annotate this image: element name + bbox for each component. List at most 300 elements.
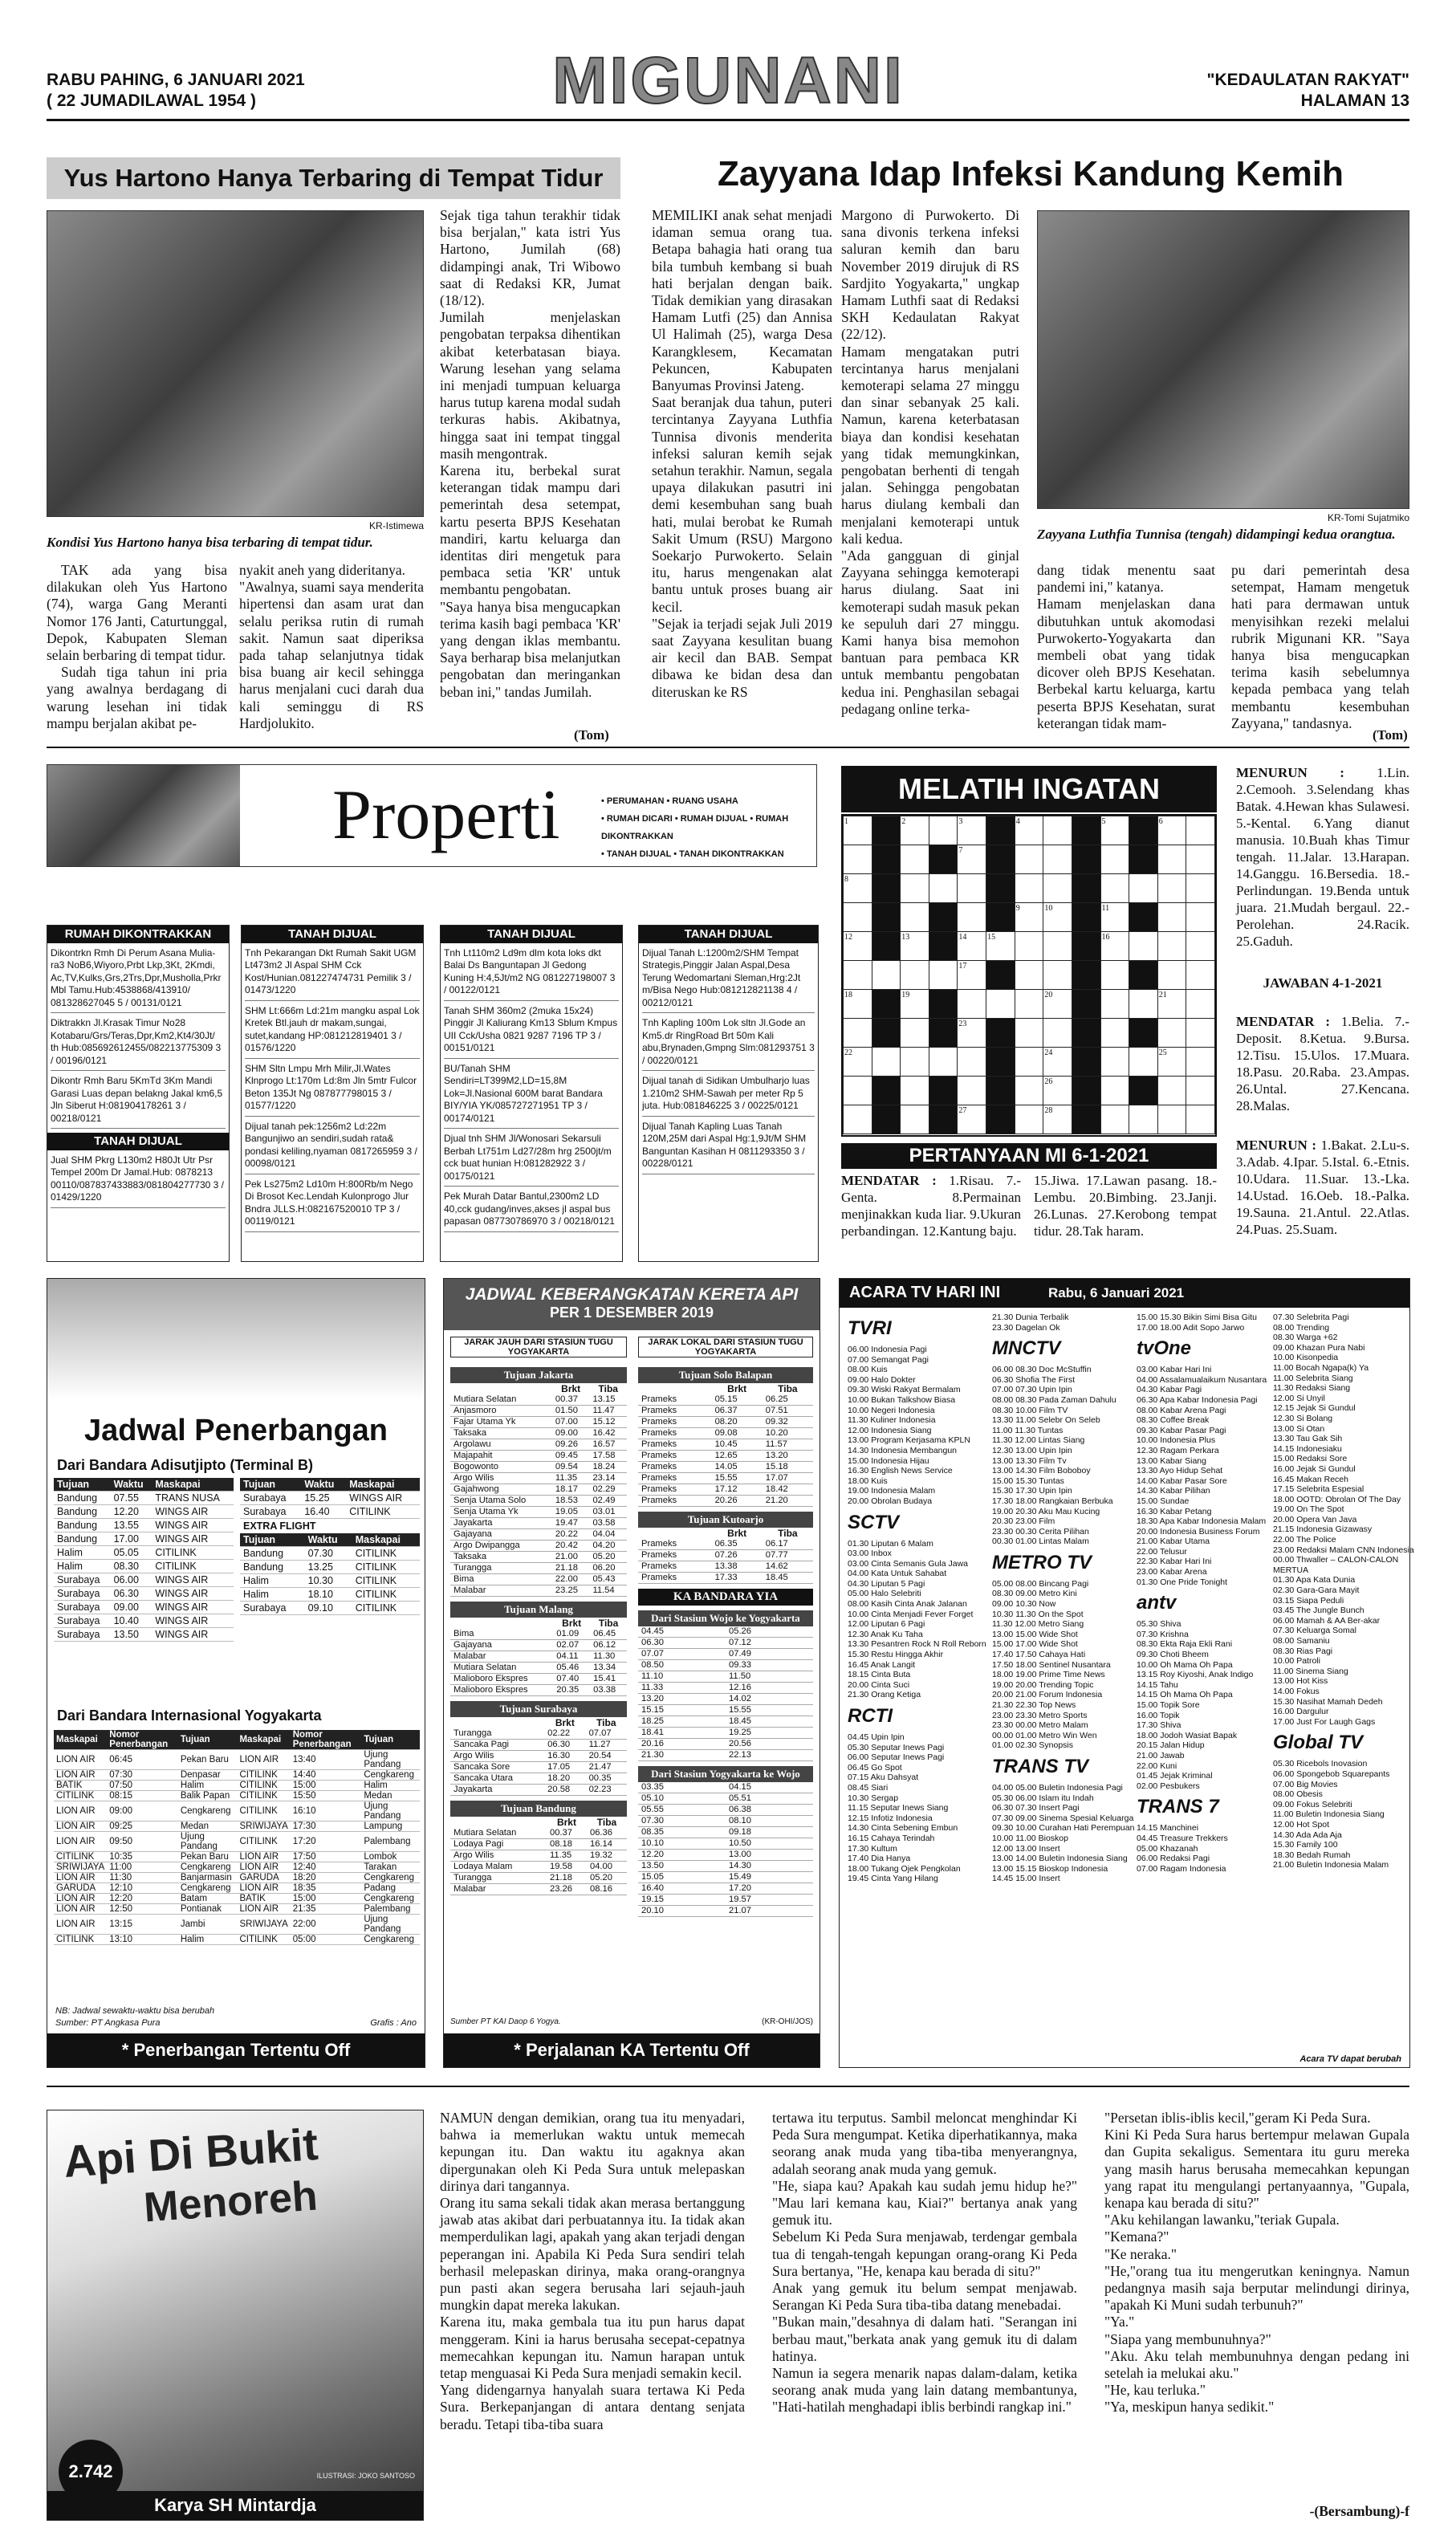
crossword-cell[interactable] (872, 990, 901, 1019)
table-cell: Surabaya (54, 1573, 111, 1587)
table-cell: Prameks (638, 1394, 712, 1406)
table-cell: Surabaya (54, 1601, 111, 1614)
crossword-cell[interactable] (844, 903, 872, 932)
crossword-cell[interactable] (958, 1048, 986, 1077)
table-cell: 05.46 (553, 1663, 590, 1674)
crossword-cell[interactable] (1100, 961, 1129, 990)
masthead-motto: "KEDAULATAN RAKYAT" (1206, 71, 1409, 89)
crossword-cell[interactable] (986, 845, 1015, 874)
table-row (54, 1935, 420, 1945)
classified-col1 (47, 925, 230, 1262)
table-cell: 13.34 (590, 1663, 627, 1674)
table-header: Tiba (596, 1717, 616, 1728)
crossword-cell[interactable]: 22 (844, 1048, 872, 1077)
crossword-cell[interactable]: 14 (958, 932, 986, 961)
table-row (450, 1629, 627, 1640)
table-header: Brkt (727, 1383, 747, 1394)
classified-ad: Dikontr Rmh Baru 5KmTd 3Km Mandi Garasi Luas depan belakng Jakal km6,5 Jln Siberut H:081904178261 3 / 00218/0121 (51, 1075, 226, 1129)
cerbung-col1: NAMUN dengan demikian, orang tua itu menyadari, bahwa ia memerlukan waktu untuk memecah kepungan itu. Dan waktu itu agaknya akan dipergunakan oleh Ki Peda Sura untuk melepaskan dirinya dari tangannya. Orang itu sama sekali tidak akan merasa bertanggung jawab atas akibat dari perbuatannya itu. Ia tidak akan memperdulikan lagi, apakah yang akan terjadi dengan peperangan ini. Apabila Ki Peda Sura sendiri telah berhasil melepaskan dirinya, maka orang-orangnya pun pasti akan segera berusaha lari sejauh-jauh mungkin dapat mereka lakukan. Karena itu, maka gembala tua itu pun harus dapat menggeram. Kini ia harus berusaha secepat-cepatnya memecahkan kepungan itu. Namun harapan untuk tetap menguasai Ki Peda Sura menjadi semakin kecil. Yang didengarnya hanyalah suara tertawa Ki Peda Sura. Berkepanjangan di antara dentang senjata beradu. Tetapi tiba-tiba suara (440, 2110, 745, 2432)
tv-schedule-list: 03.00 Kabar Hari Ini 04.00 Assalamualaikum Nusantara 04.30 Kabar Pagi 06.30 Apa Kabar Indonesia Pagi 08.00 Kabar Arena Pagi 08.30 Coffee Break 09.30 Kabar Pasar Pagi 10.00 Indonesia Plus 12.30 Ragam Perkara 13.00 Kabar Siang 13.30 Ayo Hidup Sehat 14.00 Kabar Pasar Sore 14.30 Kabar Pilihan 15.00 Sundae 16.30 Kabar Petang 18.30 Apa Kabar Indonesia Malam 20.00 Indonesia Business Forum 21.00 Kabar Utama 22.00 Telusur 22.30 Kabar Hari Ini 23.00 Kabar Arena 01.30 One Pride Tonight (1137, 1365, 1267, 1587)
crossword-cell[interactable] (1129, 1105, 1158, 1134)
crossword-cell[interactable] (844, 1077, 872, 1105)
crossword-cell[interactable] (844, 1019, 872, 1048)
crossword-cell[interactable] (986, 1105, 1015, 1134)
table-cell: 03.01 (589, 1507, 627, 1518)
crossword-cell[interactable] (929, 1048, 958, 1077)
table-cell: Bandung (240, 1561, 305, 1574)
table-cell: 07.26 (712, 1550, 763, 1561)
crossword-cell[interactable] (1015, 874, 1043, 903)
table-cell: 12.20 (111, 1505, 153, 1519)
kai-route-header: Dari Stasiun Wojo ke Yogyakarta (638, 1610, 813, 1626)
table-cell: Jambi (178, 1915, 238, 1935)
crossword-cell[interactable] (1186, 1048, 1215, 1077)
table-cell: 05.26 (726, 1626, 813, 1638)
table-cell: 11.50 (726, 1671, 813, 1683)
table-cell: CITILINK (152, 1546, 234, 1560)
crossword-cell[interactable] (1129, 1019, 1158, 1048)
table-cell: 15.41 (590, 1674, 627, 1685)
crossword-cell[interactable] (1043, 932, 1072, 961)
crossword-cell[interactable] (1157, 845, 1186, 874)
table-row (450, 1529, 627, 1541)
properti-title: Properti (332, 776, 560, 854)
table-cell: 18.42 (763, 1484, 813, 1496)
crossword-cell[interactable] (1186, 990, 1215, 1019)
table-row (638, 1816, 813, 1827)
table-row (54, 1601, 234, 1614)
crossword-cell[interactable] (1186, 1105, 1215, 1134)
table-cell: LION AIR (54, 1801, 107, 1821)
crossword-cell[interactable] (986, 1019, 1015, 1048)
crossword-cell[interactable] (1100, 874, 1129, 903)
table-cell: Prameks (638, 1539, 712, 1550)
table-cell: 06.30 (544, 1740, 585, 1751)
crossword-cell[interactable]: 5 (1100, 816, 1129, 845)
crossword-cell[interactable] (958, 990, 986, 1019)
crossword-cell[interactable]: 17 (958, 961, 986, 990)
crossword-cell[interactable] (1072, 1077, 1101, 1105)
cerbung-col3: "Persetan iblis-iblis kecil,"geram Ki Peda Sura. Kini Ki Peda Sura harus bertempur melawan Gupala dan Gupita sekaligus. Sementara itu guru mereka yang masih harus berusaha memecahkan kepungan yang rapat itu mengulangi pertanyaannya, "Gupala, kenapa kau berada di situ?" "Aku kehilangan lawanku,"teriak Gupala. "Kemana?" "Ke neraka." "He,"orang tua itu mengerutkan keningnya. Namun pedangnya masih saja berputar melindungi dirinya, "apakah Ki Muni sudah terbunuh?" "Ya." "Siapa yang membunuhnya?" "Aku. Aku telah membunuhnya dengan pedang ini setelah ia melukai aku." "He, kau terluka." "Ya, meskipun hanya sedikit." (1104, 2110, 1409, 2416)
crossword-cell[interactable] (1186, 874, 1215, 903)
crossword-cell[interactable]: 24 (1043, 1048, 1072, 1077)
crossword-cell[interactable] (1072, 903, 1101, 932)
table-cell: Argo Wilis (450, 1751, 544, 1762)
table-cell: Bandung (240, 1547, 305, 1561)
crossword-cell[interactable] (1186, 1019, 1215, 1048)
table-cell: 19.05 (552, 1507, 590, 1518)
crossword-cell[interactable] (844, 845, 872, 874)
crossword-cell[interactable] (986, 903, 1015, 932)
table-row (450, 1552, 627, 1563)
crossword-cell[interactable]: 3 (958, 816, 986, 845)
crossword-cell[interactable] (1015, 845, 1043, 874)
crossword-cell[interactable]: 6 (1157, 816, 1186, 845)
table-cell: 21.18 (547, 1873, 587, 1884)
table-row (450, 1428, 627, 1439)
crossword-cell[interactable] (1072, 932, 1101, 961)
table-cell: 15:00 (291, 1894, 362, 1904)
table-cell: Prameks (638, 1496, 712, 1507)
crossword-cell[interactable] (1100, 1019, 1129, 1048)
crossword-cell[interactable] (1157, 1077, 1186, 1105)
crossword-cell[interactable] (1015, 1019, 1043, 1048)
table-cell: 04.11 (553, 1651, 590, 1663)
table-cell: Bandung (54, 1519, 111, 1532)
crossword-cell[interactable]: 11 (1100, 903, 1129, 932)
table-cell: 13.15 (589, 1394, 627, 1406)
section-rule (47, 747, 1409, 748)
classified-ad: Tanah SHM 360m2 (2muka 15x24) Pinggir Jl Kaliurang Km13 Sblum Kmpus UII Cck/Usha 0821 9287 7196 TP 3 / 00151/0121 (444, 1005, 619, 1059)
crossword-cell[interactable]: 26 (1043, 1077, 1072, 1105)
table-cell: 17:20 (291, 1832, 362, 1852)
table-row (450, 1439, 627, 1451)
classified-ad: BU/Tanah SHM Sendiri=LT399M2,LD=15,8M Lok=Jl.Nasional 600M barat Bandara BIY/YIA YK/085727271951 TP 3 / 00174/0121 (444, 1063, 619, 1130)
crossword-cell[interactable] (1072, 1105, 1101, 1134)
crossword-cell[interactable] (1043, 845, 1072, 874)
crossword-cell[interactable]: 25 (1157, 1048, 1186, 1077)
table-cell: 15.18 (763, 1462, 813, 1473)
crossword-cell[interactable] (958, 1077, 986, 1105)
crossword-cell[interactable] (1015, 1077, 1043, 1105)
table-cell: 16.40 (301, 1505, 346, 1519)
tv-schedule-list: 05.30 Ricebols Inovasion 06.00 Spongebob Squarepants 07.00 Big Movies 08.00 Obesis 09.00 Fokus Selebriti 11.00 Buletin Indonesia Siang 12.00 Hot Spot 14.30 Ada Ada Aja 15.30 Family 100 18.30 Bedah Rumah 21.00 Buletin Indonesia Malam (1273, 1759, 1390, 1870)
table-row (638, 1428, 813, 1439)
crossword-cell[interactable] (1186, 816, 1215, 845)
table-cell: 04.20 (589, 1541, 627, 1552)
table-cell: Cengkareng (361, 1873, 420, 1883)
table-cell: Argo Wilis (450, 1473, 552, 1484)
crossword-cell[interactable] (901, 845, 929, 874)
crossword-cell[interactable] (1015, 932, 1043, 961)
crossword-cell[interactable] (1129, 1048, 1158, 1077)
crossword-cell[interactable] (1072, 961, 1101, 990)
crossword-cell[interactable] (1100, 845, 1129, 874)
table-row (450, 1451, 627, 1462)
kai-route-header: Tujuan Malang (450, 1602, 627, 1618)
table-cell: 16:10 (291, 1801, 362, 1821)
crossword-cell[interactable]: 8 (844, 874, 872, 903)
table-cell: 15.12 (589, 1417, 627, 1428)
crossword-cell[interactable] (1186, 903, 1215, 932)
table-cell: 16.42 (589, 1428, 627, 1439)
crossword-cell[interactable] (844, 961, 872, 990)
crossword-cell[interactable] (872, 1105, 901, 1134)
crossword-cell[interactable] (1129, 990, 1158, 1019)
table-cell: Senja Utama Yk (450, 1507, 552, 1518)
crossword-cell[interactable] (986, 990, 1015, 1019)
tv-date: Rabu, 6 Januari 2021 (1048, 1285, 1185, 1300)
table-header: Tujuan (361, 1730, 420, 1750)
table-row (450, 1563, 627, 1574)
crossword-cell[interactable] (1157, 1019, 1186, 1048)
crossword-cell[interactable] (958, 874, 986, 903)
crossword-cell[interactable]: 9 (1015, 903, 1043, 932)
table-cell: LION AIR (237, 1883, 290, 1894)
table-cell: 10.50 (726, 1838, 813, 1850)
crossword-cell[interactable]: 20 (1043, 990, 1072, 1019)
table-cell: Halim (178, 1781, 238, 1791)
crossword-cell[interactable] (1072, 845, 1101, 874)
table-cell: Prameks (638, 1573, 712, 1584)
tv-channel-logo: TRANS TV (992, 1755, 1088, 1777)
crossword-cell[interactable] (1015, 1048, 1043, 1077)
crossword-cell[interactable] (1129, 932, 1158, 961)
crossword-cell[interactable] (929, 932, 958, 961)
crossword-cell[interactable] (1186, 845, 1215, 874)
table-cell: Batam (178, 1894, 238, 1904)
table-cell: Lodaya Malam (450, 1862, 547, 1873)
crossword-cell[interactable] (901, 1048, 929, 1077)
crossword-cell[interactable] (1157, 932, 1186, 961)
table-cell: Bima (450, 1629, 553, 1640)
crossword-cell[interactable] (929, 961, 958, 990)
crossword-cell[interactable]: 28 (1043, 1105, 1072, 1134)
table-cell: 00.35 (586, 1773, 627, 1785)
crossword-cell[interactable] (844, 1105, 872, 1134)
table-row (54, 1801, 420, 1821)
table-cell: Prameks (638, 1451, 712, 1462)
properti-banner (47, 764, 817, 867)
tv-header (840, 1279, 1409, 1308)
table-row (450, 1574, 627, 1585)
table-row (54, 1628, 234, 1642)
table-cell: 00.37 (552, 1394, 590, 1406)
masthead-date: RABU PAHING, 6 JANUARI 2021 (47, 71, 305, 89)
table-row (450, 1850, 627, 1862)
table-row (240, 1602, 420, 1615)
crossword-cell[interactable] (1129, 845, 1158, 874)
crossword-cell[interactable] (1186, 932, 1215, 961)
crossword-cell[interactable] (872, 903, 901, 932)
crossword-cell[interactable] (986, 961, 1015, 990)
crossword-cell[interactable] (901, 1077, 929, 1105)
table-cell: LION AIR (54, 1915, 107, 1935)
crossword-cell[interactable] (1157, 961, 1186, 990)
label: MENDATAR : (841, 1173, 937, 1188)
crossword-cell[interactable] (929, 816, 958, 845)
table-cell: Cengkareng (361, 1935, 420, 1945)
table-cell: 01.50 (552, 1406, 590, 1417)
tv-schedule-list: 05.30 Shiva 07.30 Krishna 08.30 Ekta Raja Ekli Rani 09.30 Choti Bheem 10.00 Oh Mama Oh Papa 13.15 Roy Kiyoshi, Anak Indigo 14.15 Tahu 14.15 Oh Mama Oh Papa 15.00 Topik Sore 16.00 Topik 17.30 Shiva 18.00 Jodoh Wasiat Bapak 20.15 Jalan Hidup 21.00 Jawab 22.00 Kuni 01.45 Jejak Kriminal 02.00 Pesbukers (1137, 1619, 1254, 1791)
crossword-cell[interactable] (1157, 874, 1186, 903)
crossword-cell[interactable] (1129, 816, 1158, 845)
crossword-cell[interactable] (1072, 990, 1101, 1019)
table-row (450, 1496, 627, 1507)
crossword-cell[interactable] (901, 961, 929, 990)
crossword-cell[interactable] (929, 874, 958, 903)
crossword-cell[interactable] (901, 903, 929, 932)
kai-credit: (KR-OHI/JOS) (762, 2017, 813, 2026)
table-cell: Malabar (450, 1585, 552, 1597)
crossword-cell[interactable] (929, 1019, 958, 1048)
crossword-cell[interactable]: 19 (901, 990, 929, 1019)
tv-channel-logo: SCTV (848, 1511, 900, 1533)
crossword-cell[interactable] (1015, 990, 1043, 1019)
table-row (638, 1906, 813, 1917)
crossword-cell[interactable]: 23 (958, 1019, 986, 1048)
crossword-table (843, 816, 1215, 1134)
crossword-cell[interactable] (1015, 961, 1043, 990)
table-cell: Cengkareng (178, 1801, 238, 1821)
crossword-cell[interactable] (1129, 874, 1158, 903)
table-cell: Prameks (638, 1428, 712, 1439)
table-cell: 09.33 (726, 1660, 813, 1671)
kai-route-header: Tujuan Bandung (450, 1801, 627, 1817)
crossword-cell[interactable]: 16 (1100, 932, 1129, 961)
kai-panel (443, 1278, 820, 2068)
table-cell: GARUDA (237, 1873, 290, 1883)
crossword-cell[interactable] (1100, 1077, 1129, 1105)
crossword-cell[interactable] (929, 1105, 958, 1134)
crossword-cell[interactable] (872, 1019, 901, 1048)
crossword-cell[interactable] (872, 874, 901, 903)
tts-jawaban-mendatar (1236, 1013, 1409, 1114)
crossword-cell[interactable] (929, 903, 958, 932)
table-cell: 18:35 (291, 1883, 362, 1894)
classified-ad: Dijual Tanah Kapling Luas Tanah 120M,25M dari Aspal Hg:1,9Jt/M SHM Banguntan Kasihan H 0811293350 3 / 00228/0121 (642, 1121, 815, 1174)
crossword-cell[interactable]: 10 (1043, 903, 1072, 932)
classified-ad: SHM Sltn Lmpu Mrh Milir,Jl.Wates Klnprogo Lt:170m Ld:8m Jln 5mtr Fulcor Beton 135Jt Ng 087877798015 3 / 01577/1220 (245, 1063, 420, 1117)
crossword-cell[interactable] (986, 1077, 1015, 1105)
table-cell: 18.41 (638, 1728, 726, 1739)
table-cell: 07.49 (726, 1649, 813, 1660)
table-cell: 03.35 (638, 1782, 726, 1793)
kai-header (444, 1279, 820, 1330)
crossword-cell[interactable] (1072, 816, 1101, 845)
flight-sub2: Dari Bandara Internasional Yogyakarta (57, 1707, 322, 1724)
table-cell: 19.32 (587, 1850, 627, 1862)
table-cell: Majapahit (450, 1451, 552, 1462)
table-header: Maskapai (54, 1730, 107, 1750)
table-cell: 14.05 (712, 1462, 763, 1473)
crossword-cell[interactable] (986, 1048, 1015, 1077)
table-row (450, 1828, 627, 1839)
table-row (54, 1532, 234, 1546)
classified-col3 (440, 925, 623, 1262)
tv-channel-logo: Global TV (1273, 1732, 1364, 1754)
table-cell: Prameks (638, 1550, 712, 1561)
table-row (450, 1685, 627, 1696)
crossword-cell[interactable] (1043, 1019, 1072, 1048)
crossword-cell[interactable] (872, 1048, 901, 1077)
crossword-cell[interactable] (1015, 1105, 1043, 1134)
crossword-cell[interactable] (1157, 1105, 1186, 1134)
table-cell: 12:20 (107, 1894, 178, 1904)
classified-ad: Djual tnh SHM Jl/Wonosari Sekarsuli Berbah Lt751m Ld27/28m hrg 2500jt/m cck buat hunian H:081282922 3 / 00175/0121 (444, 1133, 619, 1186)
crossword-cell[interactable] (1100, 990, 1129, 1019)
crossword-cell[interactable]: 27 (958, 1105, 986, 1134)
crossword-cell[interactable] (1129, 1077, 1158, 1105)
crossword-cell[interactable] (986, 816, 1015, 845)
story2-caption: Zayyana Luthfia Tunnisa (tengah) didampingi kedua orangtua. (1037, 527, 1396, 542)
crossword-cell[interactable] (872, 845, 901, 874)
crossword-cell[interactable] (1072, 1048, 1101, 1077)
crossword-cell[interactable] (929, 990, 958, 1019)
kai-yia-header: KA BANDARA YIA (638, 1589, 813, 1606)
classified-ad: Jual SHM Pkrg L130m2 H80Jt Utr Psr Tempel 200m Dr Jamal.Hub: 0878213 00110/087837433883/081804277730 3 / 01429/1220 (51, 1154, 226, 1208)
table-row (54, 1505, 234, 1519)
table-cell: Bandung (54, 1532, 111, 1546)
table-header: Waktu (301, 1478, 346, 1492)
table-cell: Halim (54, 1560, 111, 1573)
table-cell: Lombok (361, 1852, 420, 1862)
table-cell: 20.22 (552, 1529, 590, 1541)
crossword-cell[interactable] (958, 903, 986, 932)
crossword-cell[interactable]: 21 (1157, 990, 1186, 1019)
crossword-cell[interactable] (1100, 1105, 1129, 1134)
table-cell: Gajayana (450, 1529, 552, 1541)
crossword-cell[interactable]: 15 (986, 932, 1015, 961)
table-cell: 20.54 (586, 1751, 627, 1762)
table-cell: Prameks (638, 1484, 712, 1496)
table-cell: 12:50 (107, 1904, 178, 1915)
kai-bar: * Perjalanan KA Tertentu Off (444, 2033, 820, 2067)
crossword-cell[interactable] (1072, 1019, 1101, 1048)
table-header: Tiba (598, 1383, 618, 1394)
crossword-cell[interactable] (1186, 961, 1215, 990)
crossword-cell[interactable] (986, 874, 1015, 903)
table-cell: SRIWIJAYA (54, 1862, 107, 1873)
tts-mendatar-q (841, 1172, 1021, 1239)
crossword-cell[interactable] (1157, 903, 1186, 932)
crossword-cell[interactable] (1072, 874, 1101, 903)
crossword-cell[interactable] (1129, 903, 1158, 932)
crossword-cell[interactable] (1043, 961, 1072, 990)
table-cell: 07.55 (111, 1492, 153, 1505)
crossword-cell[interactable]: 4 (1015, 816, 1043, 845)
classified-header: RUMAH DIKONTRAKKAN (47, 926, 229, 943)
crossword-cell[interactable] (1043, 874, 1072, 903)
table-cell: Malabar (450, 1884, 547, 1895)
table-cell: 07.12 (726, 1638, 813, 1649)
crossword-cell[interactable] (1186, 1077, 1215, 1105)
crossword-cell[interactable] (872, 1077, 901, 1105)
crossword-cell[interactable]: 18 (844, 990, 872, 1019)
table-cell: 01.09 (553, 1629, 590, 1640)
crossword-cell[interactable] (872, 961, 901, 990)
crossword-cell[interactable] (872, 932, 901, 961)
table-cell: 15.49 (726, 1872, 813, 1883)
crossword-cell[interactable]: 13 (901, 932, 929, 961)
kai-table (638, 1626, 813, 1761)
crossword-cell[interactable] (1043, 816, 1072, 845)
flight-table-extra (240, 1533, 420, 1615)
crossword-cell[interactable]: 2 (901, 816, 929, 845)
table-cell: 06.30 (111, 1587, 153, 1601)
kai-table (638, 1383, 813, 1507)
crossword-cell[interactable] (872, 816, 901, 845)
table-cell: 12.65 (712, 1451, 763, 1462)
crossword-cell[interactable]: 12 (844, 932, 872, 961)
crossword-cell[interactable]: 7 (958, 845, 986, 874)
crossword-cell[interactable] (901, 1019, 929, 1048)
crossword-cell[interactable] (929, 1077, 958, 1105)
table-cell: CITILINK (237, 1770, 290, 1781)
crossword-cell[interactable] (901, 874, 929, 903)
table-cell: 22.00 (552, 1574, 590, 1585)
crossword-cell[interactable] (901, 1105, 929, 1134)
crossword-cell[interactable]: 1 (844, 816, 872, 845)
cerbung-number: 2.742 (59, 2440, 123, 2504)
table-cell: 23.26 (547, 1884, 587, 1895)
table-cell: Cengkareng (178, 1862, 238, 1873)
crossword-cell[interactable] (929, 845, 958, 874)
table-row (450, 1585, 627, 1597)
table-cell: 07.00 (552, 1417, 590, 1428)
crossword-cell[interactable] (1129, 961, 1158, 990)
crossword-cell[interactable] (1100, 1048, 1129, 1077)
